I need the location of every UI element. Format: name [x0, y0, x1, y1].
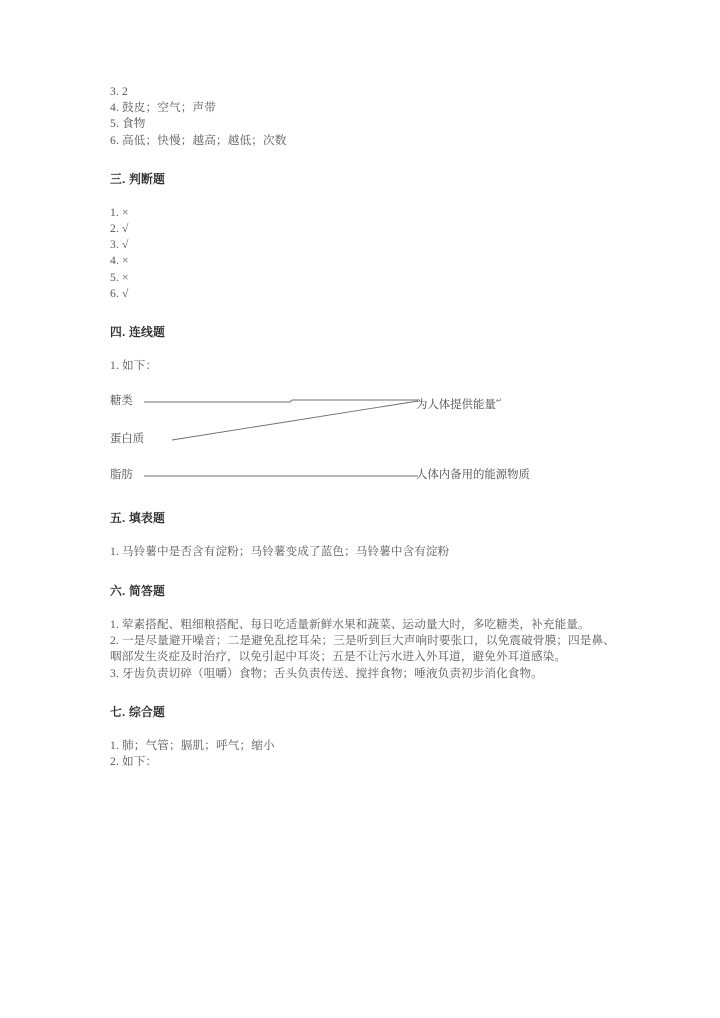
- section-5-answer: 1. 马铃薯中是否含有淀粉；马铃薯变成了蓝色；马铃薯中含有淀粉: [110, 545, 450, 559]
- paragraph-mark-icon: ↵: [495, 396, 503, 406]
- answer-line: 4. 鼓皮；空气；声带: [110, 101, 216, 115]
- document-content: [110, 84, 615, 771]
- matching-diagram: [110, 388, 615, 498]
- section-6-answer-3: 3. 牙齿负责切碎（咀嚼）食物；舌头负责传送、搅拌食物；唾液负责初步消化食物。: [110, 666, 543, 680]
- answer-line: 6. √: [110, 286, 129, 300]
- match-right-item-energy-text: 为人体提供能量: [416, 399, 496, 412]
- connection-line-2: [172, 401, 418, 440]
- spacer: [110, 720, 615, 738]
- match-right-item-energy[interactable]: [416, 394, 502, 412]
- spacer: [110, 302, 615, 324]
- match-left-item-sugar[interactable]: 糖类: [110, 395, 133, 408]
- section-heading-5: 五. 填表题: [110, 511, 165, 526]
- spacer: [110, 599, 615, 617]
- answer-line: 5. ×: [110, 270, 129, 284]
- answer-line: 1. 肺；气管；膈肌；呼气；缩小: [110, 739, 275, 753]
- answer-line: 1. ×: [110, 205, 129, 219]
- section-heading-7: 七. 综合题: [110, 705, 165, 720]
- matching-connection-lines: [110, 388, 615, 498]
- section-3-answers: [110, 205, 615, 302]
- spacer: [110, 682, 615, 704]
- spacer: [110, 498, 615, 510]
- spacer: [110, 187, 615, 205]
- answer-line: 5. 食物: [110, 117, 146, 131]
- carryover-answers: [110, 84, 615, 149]
- spacer: [110, 526, 615, 544]
- answer-line: 3. √: [110, 238, 129, 252]
- section-4-intro: 1. 如下：: [110, 359, 158, 373]
- answer-line: 3. 2: [110, 85, 128, 98]
- match-left-item-fat[interactable]: 脂肪: [110, 469, 133, 482]
- answer-line: 2. 如下：: [110, 755, 158, 769]
- section-6-answer-1: 1. 荤素搭配、粗细粮搭配、每日吃适量新鲜水果和蔬菜、运动量大时，多吃糖类，补充能量。: [110, 617, 590, 631]
- section-7-answers: [110, 738, 615, 770]
- answer-line: 2. √: [110, 222, 129, 236]
- section-heading-6: 六. 简答题: [110, 583, 165, 598]
- section-6-answer-2: 2. 一是尽量避开噪音；二是避免乱挖耳朵；三是听到巨大声响时要张口，以免震破骨膜；四是鼻、咽部发生炎症及时治疗，以免引起中耳炎；五是不让污水进入外耳道，避免外耳道感染。: [110, 634, 615, 664]
- connection-line-1: [144, 400, 418, 402]
- match-left-item-protein[interactable]: 蛋白质: [110, 433, 145, 446]
- section-heading-3: 三. 判断题: [110, 171, 165, 186]
- section-heading-4: 四. 连线题: [110, 325, 165, 340]
- spacer: [110, 340, 615, 358]
- spacer: [110, 561, 615, 583]
- match-right-item-reserve[interactable]: 人体内备用的能源物质: [416, 469, 530, 482]
- spacer: [110, 149, 615, 171]
- answer-line: 4. ×: [110, 254, 129, 268]
- answer-line: 6. 高低；快慢；越高；越低；次数: [110, 133, 287, 147]
